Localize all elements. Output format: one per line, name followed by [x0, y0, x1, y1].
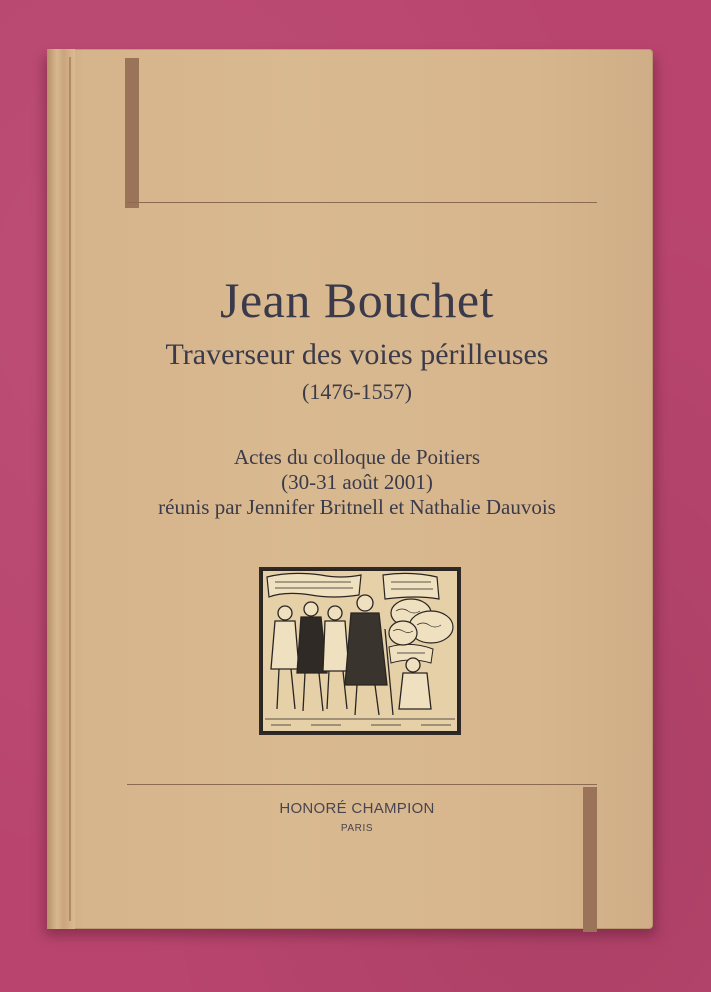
book-subtitle: Traverseur des voies périlleuses [165, 338, 549, 371]
conference-line-1: Actes du colloque de Poitiers [233, 445, 481, 469]
conference-line-2: (30-31 août 2001) [281, 470, 433, 494]
book-cover [47, 49, 653, 929]
editors-line: réunis par Jennifer Britnell et Nathalie Dauvois [158, 495, 556, 519]
woodcut-image [261, 569, 459, 733]
publisher-name: HONORÉ CHAMPION [279, 800, 435, 817]
book-title: Jean Bouchet [220, 272, 494, 328]
rule-top [127, 202, 597, 203]
rule-bottom [127, 784, 597, 785]
book-dates: (1476-1557) [302, 379, 412, 404]
publisher-city: PARIS [340, 823, 374, 834]
woodcut-illustration [259, 567, 461, 735]
conference-info [67, 445, 647, 520]
decorative-bar-top [125, 58, 139, 208]
